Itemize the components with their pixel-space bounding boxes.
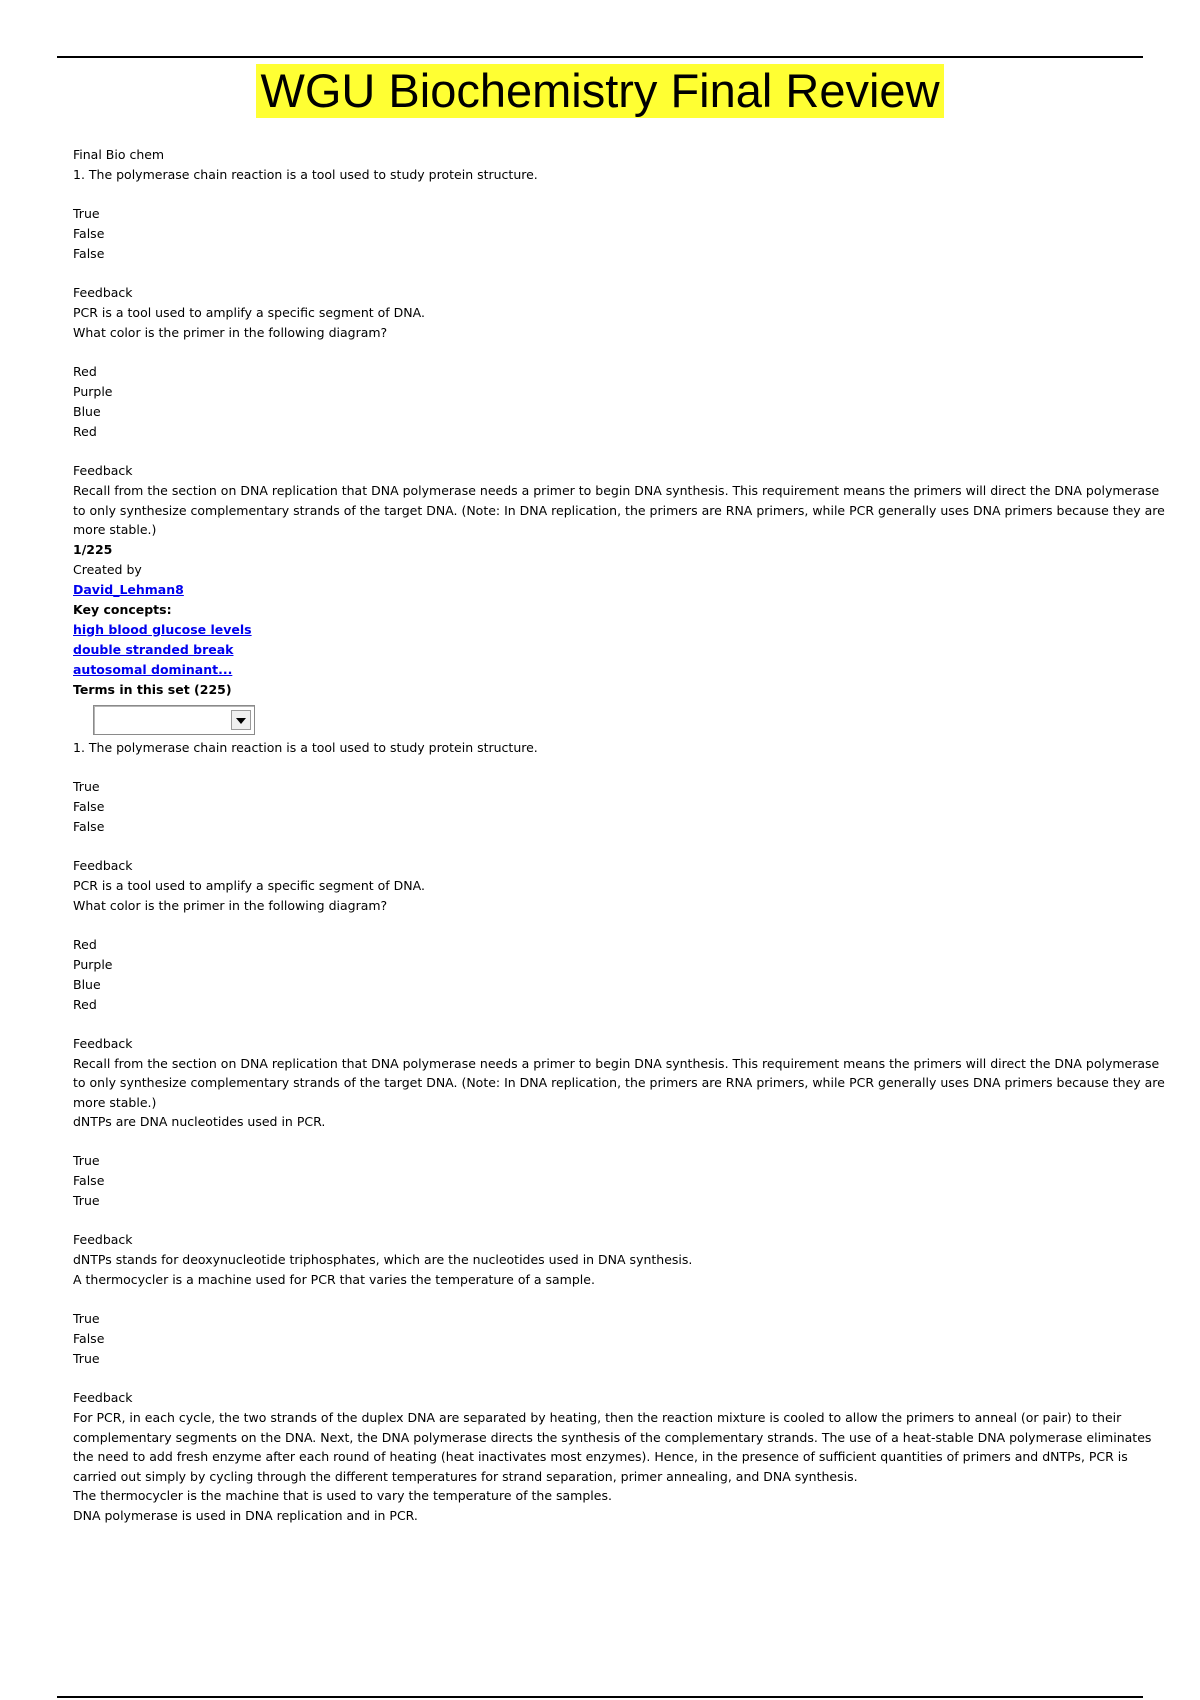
option-text: False [73, 226, 105, 241]
answer-text: True [73, 1193, 100, 1208]
option-text: False [73, 1173, 105, 1188]
option-text: Purple [73, 956, 113, 972]
feedback-text: Recall from the section on DNA replication that DNA polymerase needs a primer to begin DNA synthesis. This requirement means the primers will direct the DNA polymerase to only synthesize complementary strands of the target DNA. (Note: In DNA replication, the primers are RNA primers, while PCR generally uses DNA primers because they are more stable.) [73, 1055, 1169, 1110]
feedback-label: Feedback [73, 285, 133, 300]
answer-text: True [73, 1351, 100, 1366]
feedback-label: Feedback [73, 1390, 133, 1405]
option-text: True [73, 206, 100, 221]
title-container [0, 64, 1200, 118]
option-text: Purple [73, 384, 113, 399]
feedback-text: Recall from the section on DNA replication that DNA polymerase needs a primer to begin DNA synthesis. This requirement means the primers will direct the DNA polymerase to only synthesize complementary strands of the target DNA. (Note: In DNA replication, the primers are RNA primers, while PCR generally uses DNA primers because they are more stable.) [73, 483, 1169, 537]
option-text: True [73, 1311, 100, 1326]
question-text: DNA polymerase is used in DNA replication and in PCR. [73, 1508, 418, 1523]
option-text: True [73, 778, 100, 794]
concept-link[interactable]: autosomal dominant... [73, 661, 233, 677]
option-text: Red [73, 936, 97, 952]
option-text: Blue [73, 404, 101, 419]
chevron-down-icon [236, 718, 246, 724]
feedback-text: For PCR, in each cycle, the two strands of the duplex DNA are separated by heating, then the reaction mixture is cooled to allow the primers to anneal (or pair) to their complementary segments on the DNA. Next, the DNA polymerase directs the synthesis of the complementary strands. The use of a heat-stable DNA polymerase eliminates the need to add fresh enzyme after each round of heating (heat inactivates most enzymes). Hence, in the presence of sufficient quantities of primers and dNTPs, PCR is carried out simply by cycling through the different temperatures for strand separation, primer annealing, and DNA synthesis. [73, 1410, 1156, 1484]
question-text: dNTPs are DNA nucleotides used in PCR. [73, 1114, 326, 1129]
document-body [73, 145, 1173, 1526]
terms-select[interactable] [93, 705, 255, 735]
option-text: False [73, 798, 105, 814]
feedback-text: PCR is a tool used to amplify a specific segment of DNA. [73, 877, 425, 893]
answer-text: False [73, 246, 105, 261]
feedback-label: Feedback [73, 1232, 133, 1247]
option-text: False [73, 1331, 105, 1346]
concept-link[interactable]: high blood glucose levels [73, 621, 252, 637]
terms-label: Terms in this set (225) [73, 681, 232, 697]
key-concepts-label: Key concepts: [73, 601, 172, 617]
question-text: 1. The polymerase chain reaction is a tool used to study protein structure. [73, 167, 538, 182]
author-link[interactable]: David_Lehman8 [73, 581, 184, 597]
option-text: Blue [73, 976, 101, 992]
question-text: A thermocycler is a machine used for PCR that varies the temperature of a sample. [73, 1272, 595, 1287]
document-title: WGU Biochemistry Final Review [256, 64, 943, 118]
question-text: What color is the primer in the following diagram? [73, 897, 388, 913]
question-text: What color is the primer in the following diagram? [73, 325, 388, 340]
option-text: True [73, 1153, 100, 1168]
feedback-extra-text: The thermocycler is the machine that is used to vary the temperature of the samples. [73, 1488, 612, 1503]
feedback-label: Feedback [73, 857, 133, 873]
answer-text: Red [73, 996, 97, 1012]
option-text: Red [73, 364, 97, 379]
bottom-rule [57, 1696, 1143, 1698]
feedback-label: Feedback [73, 463, 133, 478]
feedback-label: Feedback [73, 1035, 133, 1051]
created-by-label: Created by [73, 561, 142, 577]
select-dropdown-button[interactable] [231, 710, 251, 730]
feedback-text: dNTPs stands for deoxynucleotide triphosphates, which are the nucleotides used in DNA synthesis. [73, 1252, 693, 1267]
question-text: 1. The polymerase chain reaction is a tool used to study protein structure. [73, 739, 538, 755]
concept-link[interactable]: double stranded break [73, 641, 234, 657]
top-rule [57, 56, 1143, 58]
document-heading: Final Bio chem [73, 147, 165, 162]
feedback-text: PCR is a tool used to amplify a specific segment of DNA. [73, 305, 425, 320]
page-count: 1/225 [73, 541, 113, 557]
answer-text: False [73, 818, 105, 834]
answer-text: Red [73, 424, 97, 439]
terms-select-row [73, 700, 1173, 738]
